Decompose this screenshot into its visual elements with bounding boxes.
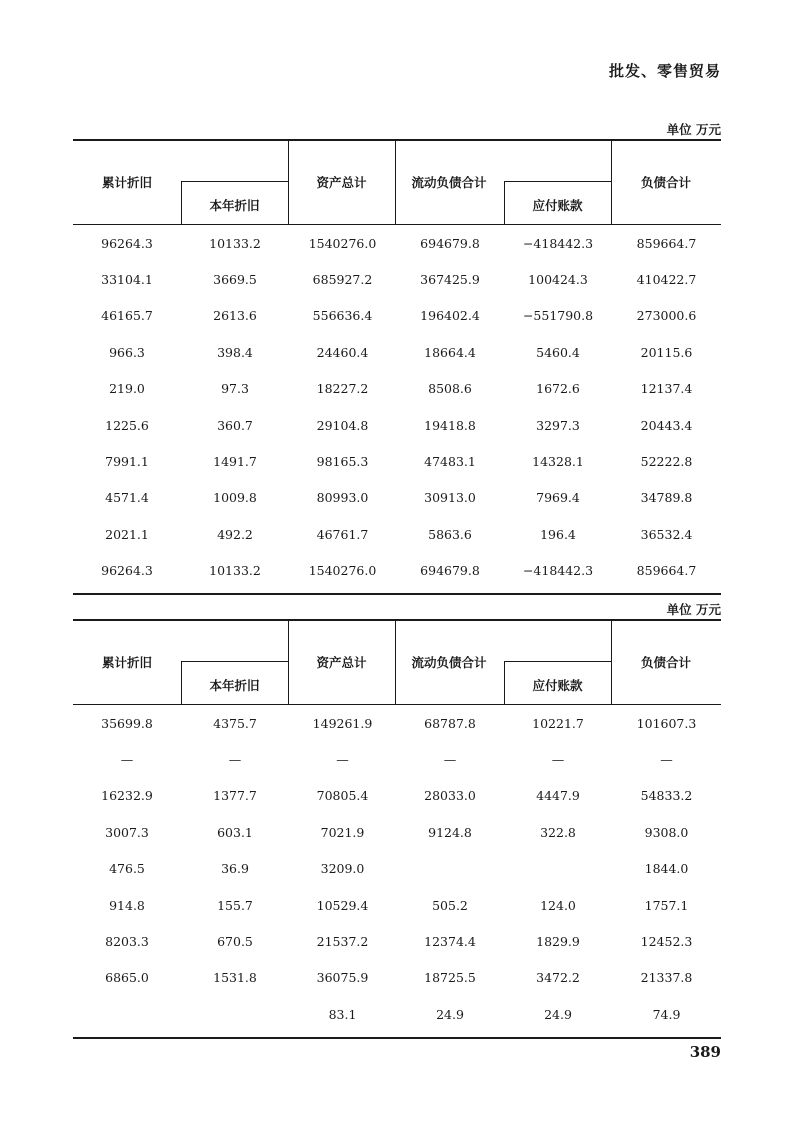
table-row <box>73 778 721 814</box>
table-row <box>73 851 721 887</box>
table-row <box>73 887 721 923</box>
cell-total-assets: 7021.9 <box>320 824 365 840</box>
cell-year-depreciation: 3669.5 <box>213 272 257 288</box>
table-row <box>73 996 721 1032</box>
cell-payables: 14328.1 <box>532 454 584 470</box>
page-number: 389 <box>689 1043 721 1061</box>
cell-current-liabilities: 505.2 <box>432 897 468 913</box>
cell-current-liabilities: 196402.4 <box>420 308 480 324</box>
cell-total-liabilities: — <box>660 752 673 768</box>
cell-current-liabilities: 12374.4 <box>424 934 476 950</box>
cell-year-depreciation: 398.4 <box>217 344 253 360</box>
data-table-1 <box>73 139 721 595</box>
cell-payables: 322.8 <box>540 824 576 840</box>
cell-payables: 24.9 <box>544 1006 572 1022</box>
table-row <box>73 960 721 996</box>
cell-total-liabilities: 36532.4 <box>640 526 693 542</box>
cell-total-assets: 556636.4 <box>312 308 373 324</box>
cell-payables: 4447.9 <box>536 788 580 804</box>
table-row <box>73 334 721 370</box>
cell-total-assets: 98165.3 <box>316 454 369 470</box>
cell-total-liabilities: 12137.4 <box>640 381 693 397</box>
cell-payables: 10221.7 <box>532 715 584 731</box>
cell-year-depreciation: 4375.7 <box>213 715 257 731</box>
cell-current-liabilities: — <box>443 752 457 768</box>
cell-total-liabilities: 859664.7 <box>636 563 697 579</box>
table-row <box>73 814 721 850</box>
cell-accum-depreciation: 2021.1 <box>105 526 149 542</box>
cell-current-liabilities: 5863.6 <box>428 526 472 542</box>
cell-year-depreciation: 670.5 <box>217 934 253 950</box>
cell-payables: −551790.8 <box>522 308 594 324</box>
cell-current-liabilities: 694679.8 <box>420 235 480 251</box>
cell-payables: 124.0 <box>540 897 576 913</box>
table-row <box>73 923 721 959</box>
cell-year-depreciation: 10133.2 <box>209 235 261 251</box>
table-row <box>73 516 721 552</box>
header-current-liabilities: 流动负债合计 <box>411 655 487 670</box>
cell-accum-depreciation: 4571.4 <box>105 490 149 506</box>
cell-payables: −418442.3 <box>522 563 594 579</box>
cell-year-depreciation: 2613.6 <box>213 308 257 324</box>
table-row <box>73 443 721 479</box>
cell-total-liabilities: 20443.4 <box>640 417 693 433</box>
cell-accum-depreciation: 35699.8 <box>101 715 153 731</box>
cell-current-liabilities: 694679.8 <box>420 563 480 579</box>
cell-total-assets: 46761.7 <box>316 526 369 542</box>
header-total-liabilities: 负债合计 <box>640 175 691 190</box>
cell-total-liabilities: 101607.3 <box>636 715 697 731</box>
cell-total-assets: 21537.2 <box>316 934 369 950</box>
cell-total-assets: 10529.4 <box>316 897 369 913</box>
cell-total-liabilities: 1757.1 <box>644 897 689 913</box>
header-year-depreciation: 本年折旧 <box>209 198 260 213</box>
cell-year-depreciation: 1531.8 <box>213 970 257 986</box>
cell-payables: −418442.3 <box>522 235 594 251</box>
cell-total-liabilities: 20115.6 <box>640 344 693 360</box>
cell-total-assets: 80993.0 <box>316 490 369 506</box>
cell-current-liabilities: 9124.8 <box>428 824 472 840</box>
cell-payables: 196.4 <box>540 526 576 542</box>
cell-total-liabilities: 74.9 <box>652 1006 681 1022</box>
header-total-assets: 资产总计 <box>316 655 367 670</box>
cell-accum-depreciation: 7991.1 <box>105 454 149 470</box>
table-body <box>73 225 721 595</box>
cell-total-liabilities: 34789.8 <box>640 490 693 506</box>
cell-current-liabilities: 18664.4 <box>424 344 476 360</box>
cell-total-liabilities: 410422.7 <box>636 272 697 288</box>
table-row <box>73 480 721 516</box>
cell-total-assets: — <box>336 752 349 768</box>
cell-year-depreciation: 10133.2 <box>209 563 261 579</box>
data-table-2 <box>73 619 721 1039</box>
unit-label: 单位 万元 <box>666 122 721 137</box>
cell-payables: 5460.4 <box>536 344 580 360</box>
cell-accum-depreciation: — <box>120 752 134 768</box>
cell-year-depreciation: 1491.7 <box>213 454 257 470</box>
cell-total-liabilities: 273000.6 <box>636 308 697 324</box>
table-row <box>73 298 721 334</box>
cell-total-assets: 83.1 <box>328 1006 357 1022</box>
cell-total-assets: 1540276.0 <box>308 563 377 579</box>
cell-total-assets: 70805.4 <box>316 788 369 804</box>
cell-total-assets: 685927.2 <box>312 272 373 288</box>
header-accum-depreciation: 累计折旧 <box>101 175 152 190</box>
cell-total-liabilities: 9308.0 <box>644 824 689 840</box>
cell-current-liabilities: 68787.8 <box>424 715 476 731</box>
cell-total-assets: 36075.9 <box>316 970 369 986</box>
cell-total-liabilities: 54833.2 <box>640 788 693 804</box>
cell-accum-depreciation: 8203.3 <box>105 934 149 950</box>
cell-current-liabilities: 18725.5 <box>424 970 476 986</box>
cell-payables: — <box>551 752 565 768</box>
cell-current-liabilities: 8508.6 <box>428 381 472 397</box>
cell-payables: 7969.4 <box>536 490 580 506</box>
cell-accum-depreciation: 96264.3 <box>101 563 153 579</box>
cell-current-liabilities: 19418.8 <box>424 417 476 433</box>
cell-total-liabilities: 52222.8 <box>640 454 693 470</box>
cell-total-liabilities: 21337.8 <box>640 970 693 986</box>
cell-total-liabilities: 12452.3 <box>640 934 693 950</box>
cell-total-assets: 3209.0 <box>320 861 365 877</box>
cell-year-depreciation: 155.7 <box>217 897 253 913</box>
cell-year-depreciation: 360.7 <box>217 417 253 433</box>
cell-payables: 1829.9 <box>536 934 580 950</box>
cell-accum-depreciation: 46165.7 <box>101 308 153 324</box>
table-body <box>73 705 721 1039</box>
header-current-liabilities: 流动负债合计 <box>411 175 487 190</box>
table-row <box>73 371 721 407</box>
cell-year-depreciation: — <box>228 752 242 768</box>
table-row <box>73 261 721 297</box>
table-row <box>73 705 721 741</box>
cell-current-liabilities: 28033.0 <box>424 788 476 804</box>
cell-total-liabilities: 859664.7 <box>636 235 697 251</box>
table-row <box>73 553 721 589</box>
cell-payables: 1672.6 <box>536 381 580 397</box>
cell-accum-depreciation: 6865.0 <box>105 970 149 986</box>
cell-current-liabilities: 47483.1 <box>424 454 476 470</box>
cell-payables: 100424.3 <box>528 272 588 288</box>
header-payables: 应付账款 <box>532 198 583 213</box>
cell-payables: 3297.3 <box>536 417 580 433</box>
header-year-depreciation: 本年折旧 <box>209 678 260 693</box>
header-payables: 应付账款 <box>532 678 583 693</box>
cell-year-depreciation: 36.9 <box>221 861 249 877</box>
header-total-liabilities: 负债合计 <box>640 655 691 670</box>
cell-accum-depreciation: 914.8 <box>109 897 145 913</box>
cell-total-assets: 18227.2 <box>316 381 369 397</box>
cell-accum-depreciation: 3007.3 <box>105 824 149 840</box>
cell-year-depreciation: 492.2 <box>217 526 253 542</box>
table-row <box>73 407 721 443</box>
cell-total-assets: 1540276.0 <box>308 235 377 251</box>
cell-current-liabilities: 367425.9 <box>420 272 480 288</box>
cell-payables: 3472.2 <box>536 970 580 986</box>
cell-total-liabilities: 1844.0 <box>644 861 689 877</box>
cell-current-liabilities: 30913.0 <box>424 490 476 506</box>
cell-year-depreciation: 97.3 <box>221 381 249 397</box>
section-title: 批发、零售贸易 <box>608 62 721 80</box>
cell-accum-depreciation: 966.3 <box>109 344 145 360</box>
cell-accum-depreciation: 33104.1 <box>101 272 153 288</box>
cell-accum-depreciation: 1225.6 <box>105 417 149 433</box>
table-row <box>73 741 721 777</box>
cell-year-depreciation: 1377.7 <box>213 788 257 804</box>
header-total-assets: 资产总计 <box>316 175 367 190</box>
cell-total-assets: 149261.9 <box>312 715 373 731</box>
cell-accum-depreciation: 16232.9 <box>101 788 153 804</box>
cell-accum-depreciation: 219.0 <box>109 381 145 397</box>
cell-total-assets: 24460.4 <box>316 344 369 360</box>
cell-accum-depreciation: 476.5 <box>109 861 145 877</box>
cell-year-depreciation: 603.1 <box>217 824 253 840</box>
header-accum-depreciation: 累计折旧 <box>101 655 152 670</box>
cell-total-assets: 29104.8 <box>316 417 369 433</box>
table-header <box>73 139 721 225</box>
table-header <box>73 619 721 705</box>
unit-label: 单位 万元 <box>666 602 721 617</box>
cell-accum-depreciation: 96264.3 <box>101 235 153 251</box>
cell-current-liabilities: 24.9 <box>436 1006 464 1022</box>
cell-year-depreciation: 1009.8 <box>213 490 257 506</box>
table-row <box>73 225 721 261</box>
